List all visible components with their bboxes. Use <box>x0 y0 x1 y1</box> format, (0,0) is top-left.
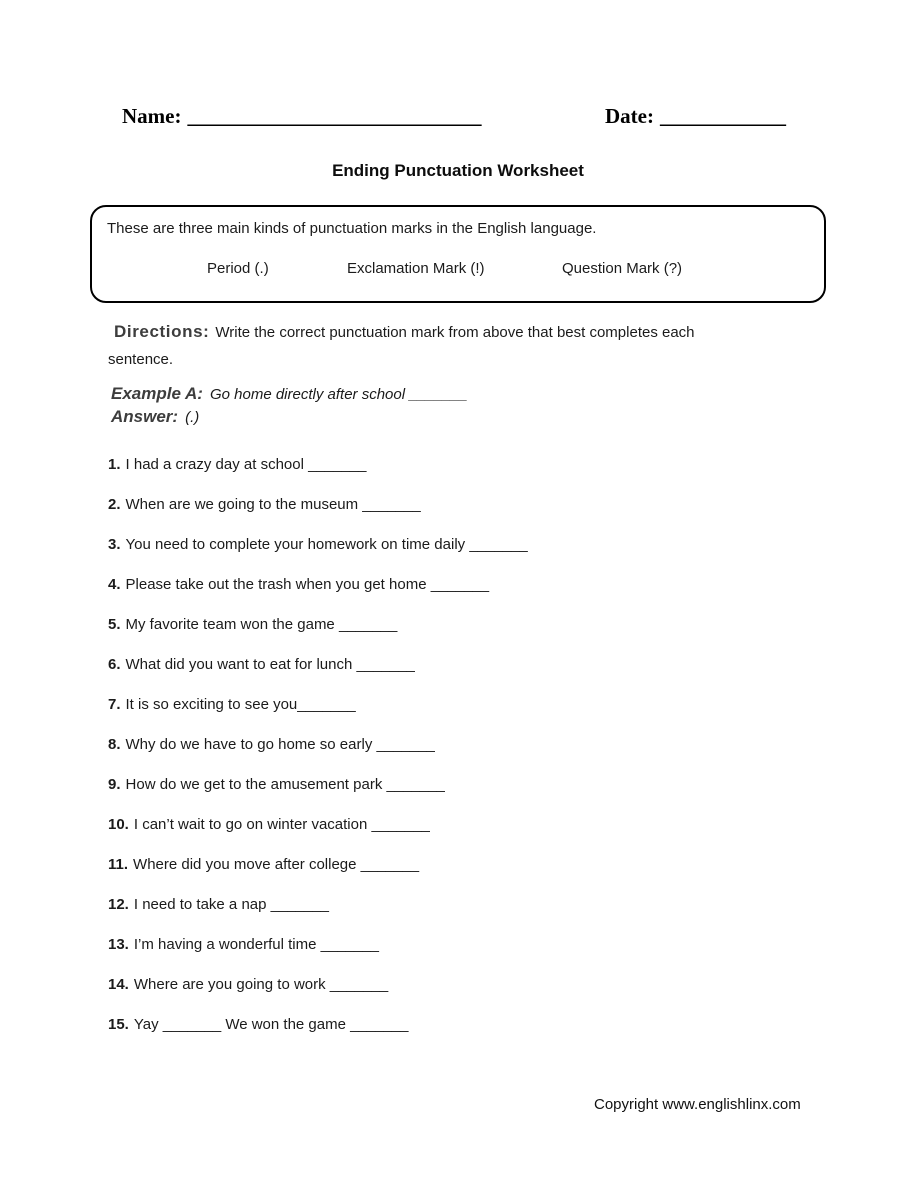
question-number: 4. <box>108 576 121 593</box>
answer-label: Answer: <box>111 407 179 426</box>
question-number: 9. <box>108 776 121 793</box>
question-text: Please take out the trash when you get home _______ <box>125 576 490 593</box>
title-row <box>90 161 826 181</box>
question-item <box>108 617 528 633</box>
question-text: Where did you move after college _______ <box>133 856 420 873</box>
question-text: Where are you going to work _______ <box>133 976 389 993</box>
date-blank-line: ____________ <box>659 104 786 128</box>
question-number: 15. <box>108 1016 129 1033</box>
question-number: 5. <box>108 616 121 633</box>
question-text: I had a crazy day at school _______ <box>125 456 367 473</box>
date-field-row <box>605 104 786 129</box>
question-number: 14. <box>108 976 129 993</box>
question-number: 1. <box>108 456 121 473</box>
question-text: What did you want to eat for lunch _______ <box>125 656 415 673</box>
example-row <box>111 384 468 404</box>
question-number: 8. <box>108 736 121 753</box>
question-item <box>108 657 528 673</box>
mark-exclamation: Exclamation Mark (!) <box>347 260 485 277</box>
question-number: 3. <box>108 536 121 553</box>
question-item <box>108 497 528 513</box>
info-intro-text: These are three main kinds of punctuation marks in the English language. <box>107 220 597 237</box>
name-label: Name: <box>122 104 182 128</box>
question-item <box>108 537 528 553</box>
name-field-row <box>122 104 481 129</box>
question-text: I need to take a nap _______ <box>133 896 330 913</box>
mark-period: Period (.) <box>207 260 269 277</box>
question-number: 12. <box>108 896 129 913</box>
question-item <box>108 577 528 593</box>
name-blank-line: ____________________________ <box>187 104 482 128</box>
directions-text: Write the correct punctuation mark from above that best completes each sentence. <box>108 324 695 368</box>
question-text: My favorite team won the game _______ <box>125 616 398 633</box>
question-number: 2. <box>108 496 121 513</box>
punctuation-info-box <box>90 205 826 303</box>
directions-paragraph <box>108 318 753 373</box>
question-number: 10. <box>108 816 129 833</box>
question-item <box>108 1017 528 1033</box>
question-item <box>108 897 528 913</box>
question-list <box>108 457 528 1057</box>
question-item <box>108 937 528 953</box>
question-number: 13. <box>108 936 129 953</box>
question-text: You need to complete your homework on time daily _______ <box>125 536 528 553</box>
question-item <box>108 737 528 753</box>
example-label: Example A: <box>111 384 203 403</box>
question-text: Why do we have to go home so early _______ <box>125 736 435 753</box>
page-title: Ending Punctuation Worksheet <box>332 161 584 180</box>
example-text: Go home directly after school _______ <box>209 386 468 403</box>
directions-label: Directions: <box>114 322 210 341</box>
mark-question: Question Mark (?) <box>562 260 683 277</box>
question-number: 7. <box>108 696 121 713</box>
answer-row <box>111 407 199 427</box>
question-text: Yay _______ We won the game _______ <box>133 1016 409 1033</box>
question-text: It is so exciting to see you_______ <box>125 696 356 713</box>
question-text: I can’t wait to go on winter vacation _______ <box>133 816 430 833</box>
date-label: Date: <box>605 104 654 128</box>
question-text: How do we get to the amusement park _______ <box>125 776 445 793</box>
question-text: When are we going to the museum _______ <box>125 496 421 513</box>
question-item <box>108 697 528 713</box>
question-number: 11. <box>108 856 129 873</box>
answer-text: (.) <box>185 409 200 426</box>
question-number: 6. <box>108 656 121 673</box>
question-item <box>108 857 528 873</box>
question-item <box>108 977 528 993</box>
copyright-text: Copyright www.englishlinx.com <box>594 1096 801 1113</box>
question-item <box>108 777 528 793</box>
question-item <box>108 457 528 473</box>
question-item <box>108 817 528 833</box>
question-text: I’m having a wonderful time _______ <box>133 936 380 953</box>
